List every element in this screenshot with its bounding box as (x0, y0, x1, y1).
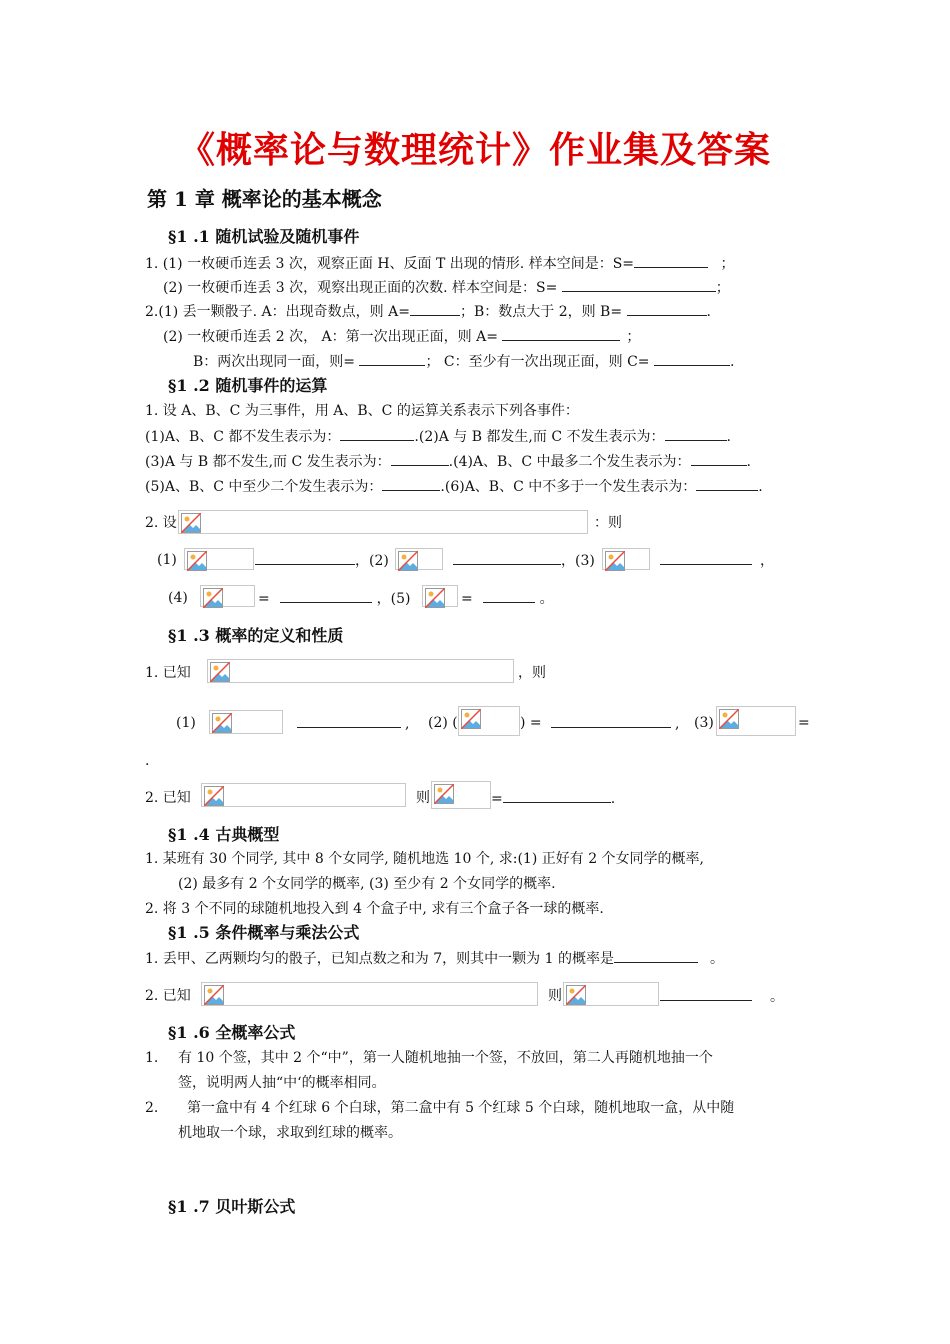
text-line: (5)A、B、C 中至少二个发生表示为： .(6)A、B、C 中不多于一个发生表示为： . (145, 479, 763, 495)
answer-blank (660, 987, 752, 1001)
broken-image-icon (425, 588, 445, 608)
broken-image (431, 781, 491, 809)
text-line: 1. 设 A、B、C 为三事件，用 A、B、C 的运算关系表示下列各事件： (145, 403, 579, 419)
broken-image-icon (187, 551, 207, 571)
document-title: 《概率论与数理统计》作业集及答案 (178, 129, 771, 171)
section-heading-1-5: §1 .5 条件概率与乘法公式 (168, 923, 360, 942)
answer-blank (627, 302, 707, 316)
answer-blank (691, 452, 747, 466)
answer-blank (391, 452, 449, 466)
broken-image (458, 706, 520, 736)
broken-image-icon (204, 985, 224, 1005)
answer-blank (660, 551, 752, 565)
answer-blank (410, 302, 460, 316)
answer-blank (665, 427, 727, 441)
text-line: 有 10 个签，其中 2 个“中”，第一人随机地抽一个签，不放回，第二人再随机地抽一个 (178, 1050, 713, 1066)
text-line: 机地取一个球，求取到红球的概率。 (178, 1125, 402, 1141)
section-heading-1-1: §1 .1 随机试验及随机事件 (168, 227, 360, 246)
document-page: 《概率论与数理统计》作业集及答案 第 1 章 概率论的基本概念 §1 .1 随机试验及随机事件 1. (1) 一枚硬币连丢 3 次，观察正面 H、反面 T 出现的情形. 样本空间是：S= ； (2) 一枚硬币连丢 3 次，观察出现正面的次数. 样本空间是：S= ； 2.(1) 丢一颗骰子. A：出现奇数点，则 A= ；B：数点大于 2，则 B= . (2) 一枚硬币连丢 2 次， A：第一次出现正面，则 A= ； B：两次出现同一面，则= ； C：至少有一次出现正面，则 C= . §1 .2 随机事件的运算 1. 设 A、B、C 为三事件，用 A、B、C 的运算关系表示下列各事件： (1)A、B、C 都不发生表示为： .(2)A 与 B 都发生,而 C 不发生表示为： . (3)A 与 B 都不发生,而 C 发生表示为： .(4)A、B、C 中最多二个发生表示为： . (5)A、B、C 中至少二个发生表示为： .(6)A、B、C 中不多于一个发生表示为： . 2. 设 ：则 (1) ，(2) ，(3) ， (4) = ，(5) = 。 §1 .3 概率的定义和性质 1. 已知 ，则 (1) , (2) ( ) = , (3) = . 2. 已知 则 = . §1 .4 古典概型 1. 某班有 30 个同学, 其中 8 个女同学, 随机地选 10 个, 求:(1) 正好有 2 个女同学的概率, (2) 最多有 2 个女同学的概率, (3) 至少有 2 个女同学的概率. 2. 将 3 个不同的球随机地投入到 4 个盒子中, 求有三个盒子各一球的概率. §1 .5 条件概率与乘法公式 1. 丢甲、乙两颗均匀的骰子，已知点数之和为 7，则其中一颗为 1 的概率是 。 2. 已知 则 。 §1 .6 全概率公式 1. 有 10 个签，其中 2 个“中”，第一人随机地抽一个签，不放回，第二人再随机地抽一个 签，说明两人抽“中‘的概率相同。 2. 第一盒中有 4 个红球 6 个白球，第二盒中有 5 个红球 5 个白球，随机地取一盒，从中随 机地取一个球，求取到红球的概率。 §1 .7 贝叶斯公式 (0, 0, 950, 1344)
broken-image (200, 585, 255, 607)
answer-blank (255, 551, 355, 565)
broken-image (207, 659, 514, 683)
broken-image (602, 548, 650, 570)
broken-image (422, 585, 458, 607)
text-line: 第一盒中有 4 个红球 6 个白球，第二盒中有 5 个红球 5 个白球，随机地取一盒，从中随 (187, 1100, 735, 1116)
broken-image (563, 982, 659, 1006)
answer-blank (483, 589, 535, 603)
broken-image-icon (605, 551, 625, 571)
text-line: (2) 一枚硬币连丢 2 次， A：第一次出现正面，则 A= ； (163, 329, 641, 345)
answer-blank (297, 714, 401, 728)
broken-image-icon (719, 709, 739, 729)
text-line: 2.(1) 丢一颗骰子. A：出现奇数点，则 A= ；B：数点大于 2，则 B= . (145, 304, 711, 320)
broken-image (209, 710, 283, 734)
answer-blank (551, 714, 671, 728)
answer-blank (614, 949, 698, 963)
answer-blank (503, 789, 611, 803)
answer-blank (280, 589, 372, 603)
broken-image-icon (203, 588, 223, 608)
broken-image-icon (461, 709, 481, 729)
broken-image-icon (210, 662, 230, 682)
text-line: (3)A 与 B 都不发生,而 C 发生表示为： .(4)A、B、C 中最多二个发生表示为： . (145, 454, 751, 470)
answer-blank (502, 327, 620, 341)
answer-blank (696, 477, 758, 491)
broken-image (201, 982, 538, 1006)
broken-image (201, 783, 406, 807)
chapter-heading: 第 1 章 概率论的基本概念 (147, 187, 382, 211)
broken-image-icon (204, 786, 224, 806)
section-heading-1-3: §1 .3 概率的定义和性质 (168, 626, 344, 645)
broken-image-icon (398, 551, 418, 571)
broken-image-icon (434, 784, 454, 804)
broken-image-icon (181, 513, 201, 533)
answer-blank (340, 427, 414, 441)
text-line: 1. 丢甲、乙两颗均匀的骰子，已知点数之和为 7，则其中一颗为 1 的概率是 。 (145, 951, 724, 967)
text-line: (2) 一枚硬币连丢 3 次，观察出现正面的次数. 样本空间是：S= ； (163, 280, 730, 296)
answer-blank (562, 278, 716, 292)
broken-image (395, 548, 443, 570)
answer-blank (654, 352, 730, 366)
broken-image (184, 548, 254, 570)
text-line: 1. (1) 一枚硬币连丢 3 次，观察正面 H、反面 T 出现的情形. 样本空间是：S= ； (145, 256, 735, 272)
broken-image (178, 510, 588, 534)
section-heading-1-6: §1 .6 全概率公式 (168, 1023, 296, 1042)
broken-image (716, 706, 796, 736)
text-line: 2. 将 3 个不同的球随机地投入到 4 个盒子中, 求有三个盒子各一球的概率. (145, 901, 604, 917)
text-line: 签，说明两人抽“中‘的概率相同。 (178, 1075, 386, 1091)
answer-blank (453, 551, 561, 565)
answer-blank (359, 352, 425, 366)
section-heading-1-2: §1 .2 随机事件的运算 (168, 376, 328, 395)
text-line: (1)A、B、C 都不发生表示为： .(2)A 与 B 都发生,而 C 不发生表示为： . (145, 429, 731, 445)
section-heading-1-4: §1 .4 古典概型 (168, 825, 280, 844)
answer-blank (634, 254, 708, 268)
broken-image-icon (212, 713, 232, 733)
text-line: 1. 某班有 30 个同学, 其中 8 个女同学, 随机地选 10 个, 求:(1) 正好有 2 个女同学的概率, (145, 851, 705, 867)
broken-image-icon (566, 985, 586, 1005)
text-line: B：两次出现同一面，则= ； C：至少有一次出现正面，则 C= . (193, 354, 735, 370)
answer-blank (382, 477, 440, 491)
section-heading-1-7: §1 .7 贝叶斯公式 (168, 1197, 296, 1216)
text-line: (2) 最多有 2 个女同学的概率, (3) 至少有 2 个女同学的概率. (178, 876, 556, 892)
question-label: 2. 设 (145, 515, 177, 531)
